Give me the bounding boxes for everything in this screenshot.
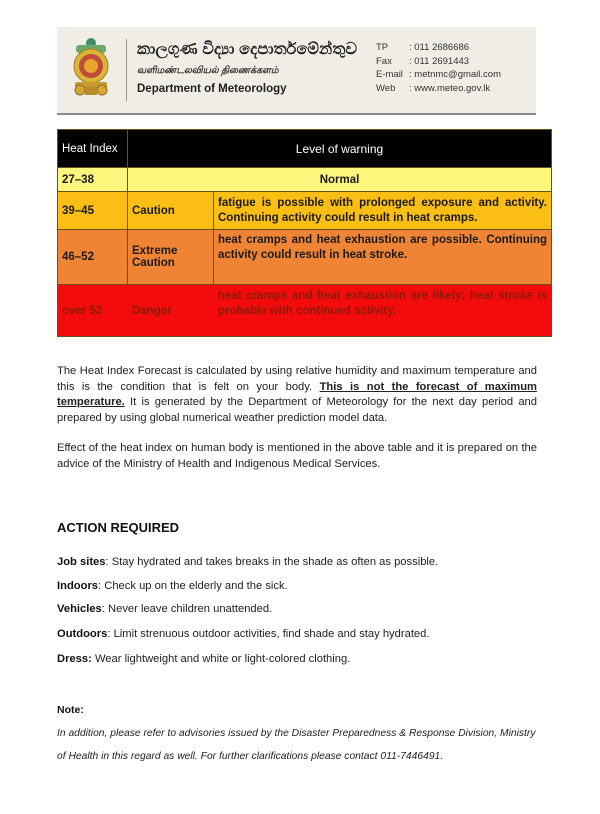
contact-web bbox=[376, 82, 501, 96]
separator: : bbox=[98, 580, 105, 592]
action-text: Limit strenuous outdoor activities, find shade and stay hydrated. bbox=[113, 628, 430, 640]
org-name-sinhala: කාලගුණ විද්‍යා දෙපාර්තමේන්තුව bbox=[137, 41, 358, 58]
warning-description: fatigue is possible with prolonged exposure and activity. Continuing activity could result in heat cramps. bbox=[214, 192, 552, 230]
org-name-tamil: வளிமண்டலவியல் திணைக்களம் bbox=[137, 65, 279, 76]
text-run: The Heat Index Forecast is calculated by using relative humidity and maximum temperature and this is the condition that is felt on your body. bbox=[57, 365, 537, 393]
table-row bbox=[58, 168, 552, 192]
contact-label: Fax bbox=[376, 55, 392, 67]
org-name-english: Department of Meteorology bbox=[137, 83, 287, 95]
action-text: Wear lightweight and white or light-colored clothing. bbox=[94, 653, 351, 665]
note-body: In addition, please refer to advisories issued by the Disaster Preparedness & Response Division, Ministry of Health in this regard as well. For further clarifications please contact 011-7446491. bbox=[57, 728, 536, 762]
contact-value[interactable]: : www.meteo.gov.lk bbox=[409, 82, 491, 94]
heat-index-explanation bbox=[57, 364, 537, 426]
table-source-note: Effect of the heat index on human body is mentioned in the above table and it is prepared on the advice of the Ministry of Health and Indigenous Medical Services. bbox=[57, 442, 537, 470]
warning-level: Danger bbox=[128, 285, 214, 337]
action-label: Dress: bbox=[57, 653, 92, 665]
action-item-outdoors bbox=[57, 628, 429, 640]
emphasis-text: This is not the forecast of maximum temperature. bbox=[57, 380, 537, 408]
header-heat-index: Heat Index bbox=[58, 130, 128, 168]
contact-fax bbox=[376, 55, 501, 69]
heat-index-range: 39–45 bbox=[58, 192, 128, 230]
contact-email bbox=[376, 68, 501, 82]
heat-index-range: 27–38 bbox=[58, 168, 128, 192]
action-item-indoors bbox=[57, 580, 288, 592]
warning-level: Extreme Caution bbox=[128, 230, 214, 285]
separator: : bbox=[101, 603, 109, 615]
action-text: Never leave children unattended. bbox=[108, 603, 273, 615]
action-label: Vehicles bbox=[57, 603, 102, 615]
action-label: Indoors bbox=[57, 580, 99, 592]
divider bbox=[126, 39, 127, 101]
contact-label: Web bbox=[376, 82, 396, 94]
action-text: Stay hydrated and takes breaks in the shade as often as possible. bbox=[111, 556, 439, 568]
warning-description: heat cramps and heat exhaustion are possible. Continuing activity could result in heat stroke. bbox=[214, 230, 552, 285]
warning-description: heat cramps and heat exhaustion are likely; heat stroke is probable with continued activity. bbox=[214, 285, 552, 337]
note-heading: Note: bbox=[57, 704, 84, 716]
contact-info bbox=[376, 41, 501, 95]
action-required-heading: ACTION REQUIRED bbox=[57, 520, 180, 535]
action-label: Outdoors bbox=[57, 628, 108, 640]
separator: : bbox=[107, 628, 114, 640]
contact-tp bbox=[376, 41, 501, 55]
separator: : bbox=[105, 556, 112, 568]
contact-label: TP bbox=[376, 42, 389, 53]
table-row bbox=[58, 192, 552, 230]
sri-lanka-emblem-icon bbox=[70, 37, 112, 97]
header-level-of-warning: Level of warning bbox=[128, 130, 552, 168]
contact-value: : 011 2686686 bbox=[409, 42, 470, 53]
action-item-dress bbox=[57, 653, 350, 665]
contact-value[interactable]: : metnmc@gmail.com bbox=[409, 69, 501, 80]
action-text: Check up on the elderly and the sick. bbox=[104, 580, 288, 592]
heat-index-range: 46–52 bbox=[58, 230, 128, 285]
letterhead bbox=[57, 27, 536, 115]
action-item-job-sites bbox=[57, 556, 438, 568]
contact-value: : 011 2691443 bbox=[409, 55, 470, 67]
table-header-row bbox=[58, 130, 552, 168]
text-run: It is generated by the Department of Meteorology for the next day period and prepared by using global numerical weather prediction model data. bbox=[57, 396, 537, 424]
warning-level: Normal bbox=[128, 168, 552, 192]
warning-level: Caution bbox=[128, 192, 214, 230]
action-item-vehicles bbox=[57, 603, 272, 615]
heat-index-range: over 52 bbox=[58, 285, 128, 337]
action-label: Job sites bbox=[57, 556, 106, 568]
table-row bbox=[58, 230, 552, 285]
table-row bbox=[58, 285, 552, 337]
heat-index-warning-table bbox=[57, 129, 552, 337]
contact-label: E-mail bbox=[376, 69, 403, 80]
